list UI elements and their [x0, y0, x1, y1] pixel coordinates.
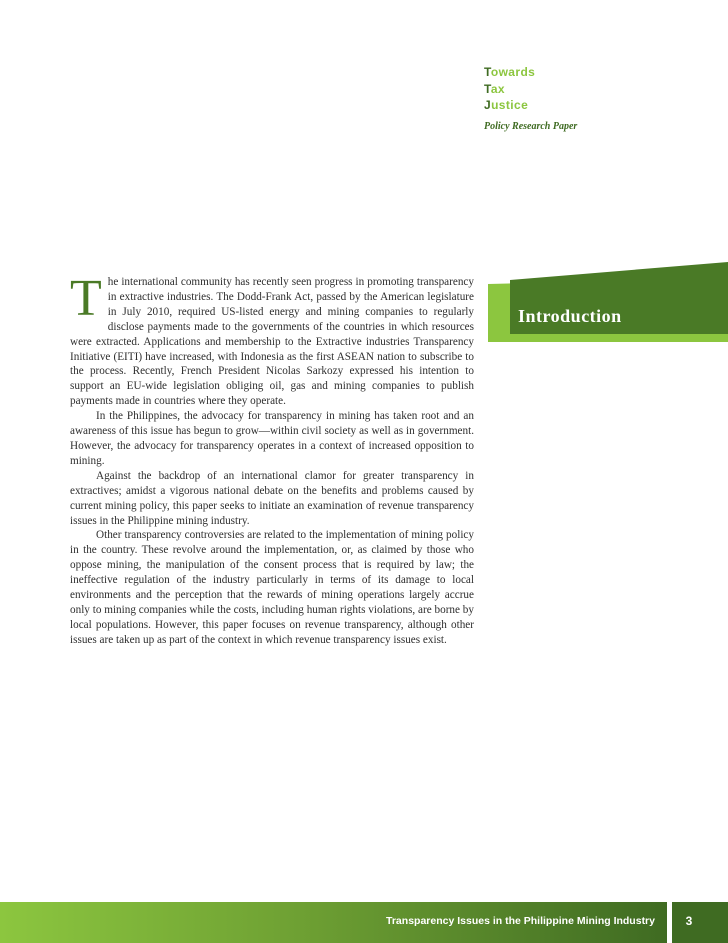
section-title: Introduction — [518, 306, 622, 326]
page-footer — [0, 902, 728, 943]
paragraph-4: Other transparency controversies are related to the implementation of mining policy in the country. These revolve around the implementation, or, as claimed by those who oppose mining, the manipulation of the consent process that is required by law; the ineffective regulation of the industry particularly in terms of its damage to local environments and the perception that the rewards of mining operations largely accrue only to mining companies while the costs, including human rights violations, are borne by local populations. However, this paper focuses on revenue transparency, although other issues are taken up as part of the context in which revenue transparency issues exist. — [70, 529, 474, 646]
article-body — [70, 270, 474, 648]
series-line-justice: Justice — [484, 98, 529, 112]
series-line-tax: Tax — [484, 81, 505, 96]
page-number-box — [672, 902, 728, 943]
paragraph-3: Against the backdrop of an international clamor for greater transparency in extractives; amidst a vigorous national debate on the benefits and problems caused by current mining policy, this paper seeks to initiate an examination of revenue transparency issues in the Philippine mining industry. — [70, 469, 474, 527]
paragraph-1: The international community has recently seen progress in promoting transparency in extractive industries. The Dodd-Frank Act, passed by the American legislature in July 2010, required US-listed energy and mining companies to regularly disclose payments made to the governments of the countries in which resources were extracted. Applications and membership to the Extractive industries Transparency Initiative (EITI) have increased, with Indonesia as the first ASEAN nation to subscribe to the process. Recently, French President Nicolas Sarkozy expressed his intention to support an EU-wide legislation obliging oil, gas and mining companies to publish payments made in countries where they operate. — [70, 270, 474, 408]
series-subtitle: Policy Research Paper — [484, 120, 578, 132]
section-banner-shape — [488, 262, 728, 342]
series-line-towards: Towards — [484, 65, 536, 79]
section-banner — [488, 262, 728, 342]
page-number: 3 — [685, 914, 693, 928]
series-title — [484, 64, 577, 135]
dropcap-letter: T — [70, 270, 102, 327]
footer-bar — [0, 902, 667, 943]
paragraph-2: In the Philippines, the advocacy for transparency in mining has taken root and an awareness of this issue has begun to grow—within civil society as well as in government. However, the advocacy for transparency operates in a context of increased opposition to mining. — [70, 410, 474, 467]
footer-title: Transparency Issues in the Philippine Mining Industry — [386, 915, 655, 927]
